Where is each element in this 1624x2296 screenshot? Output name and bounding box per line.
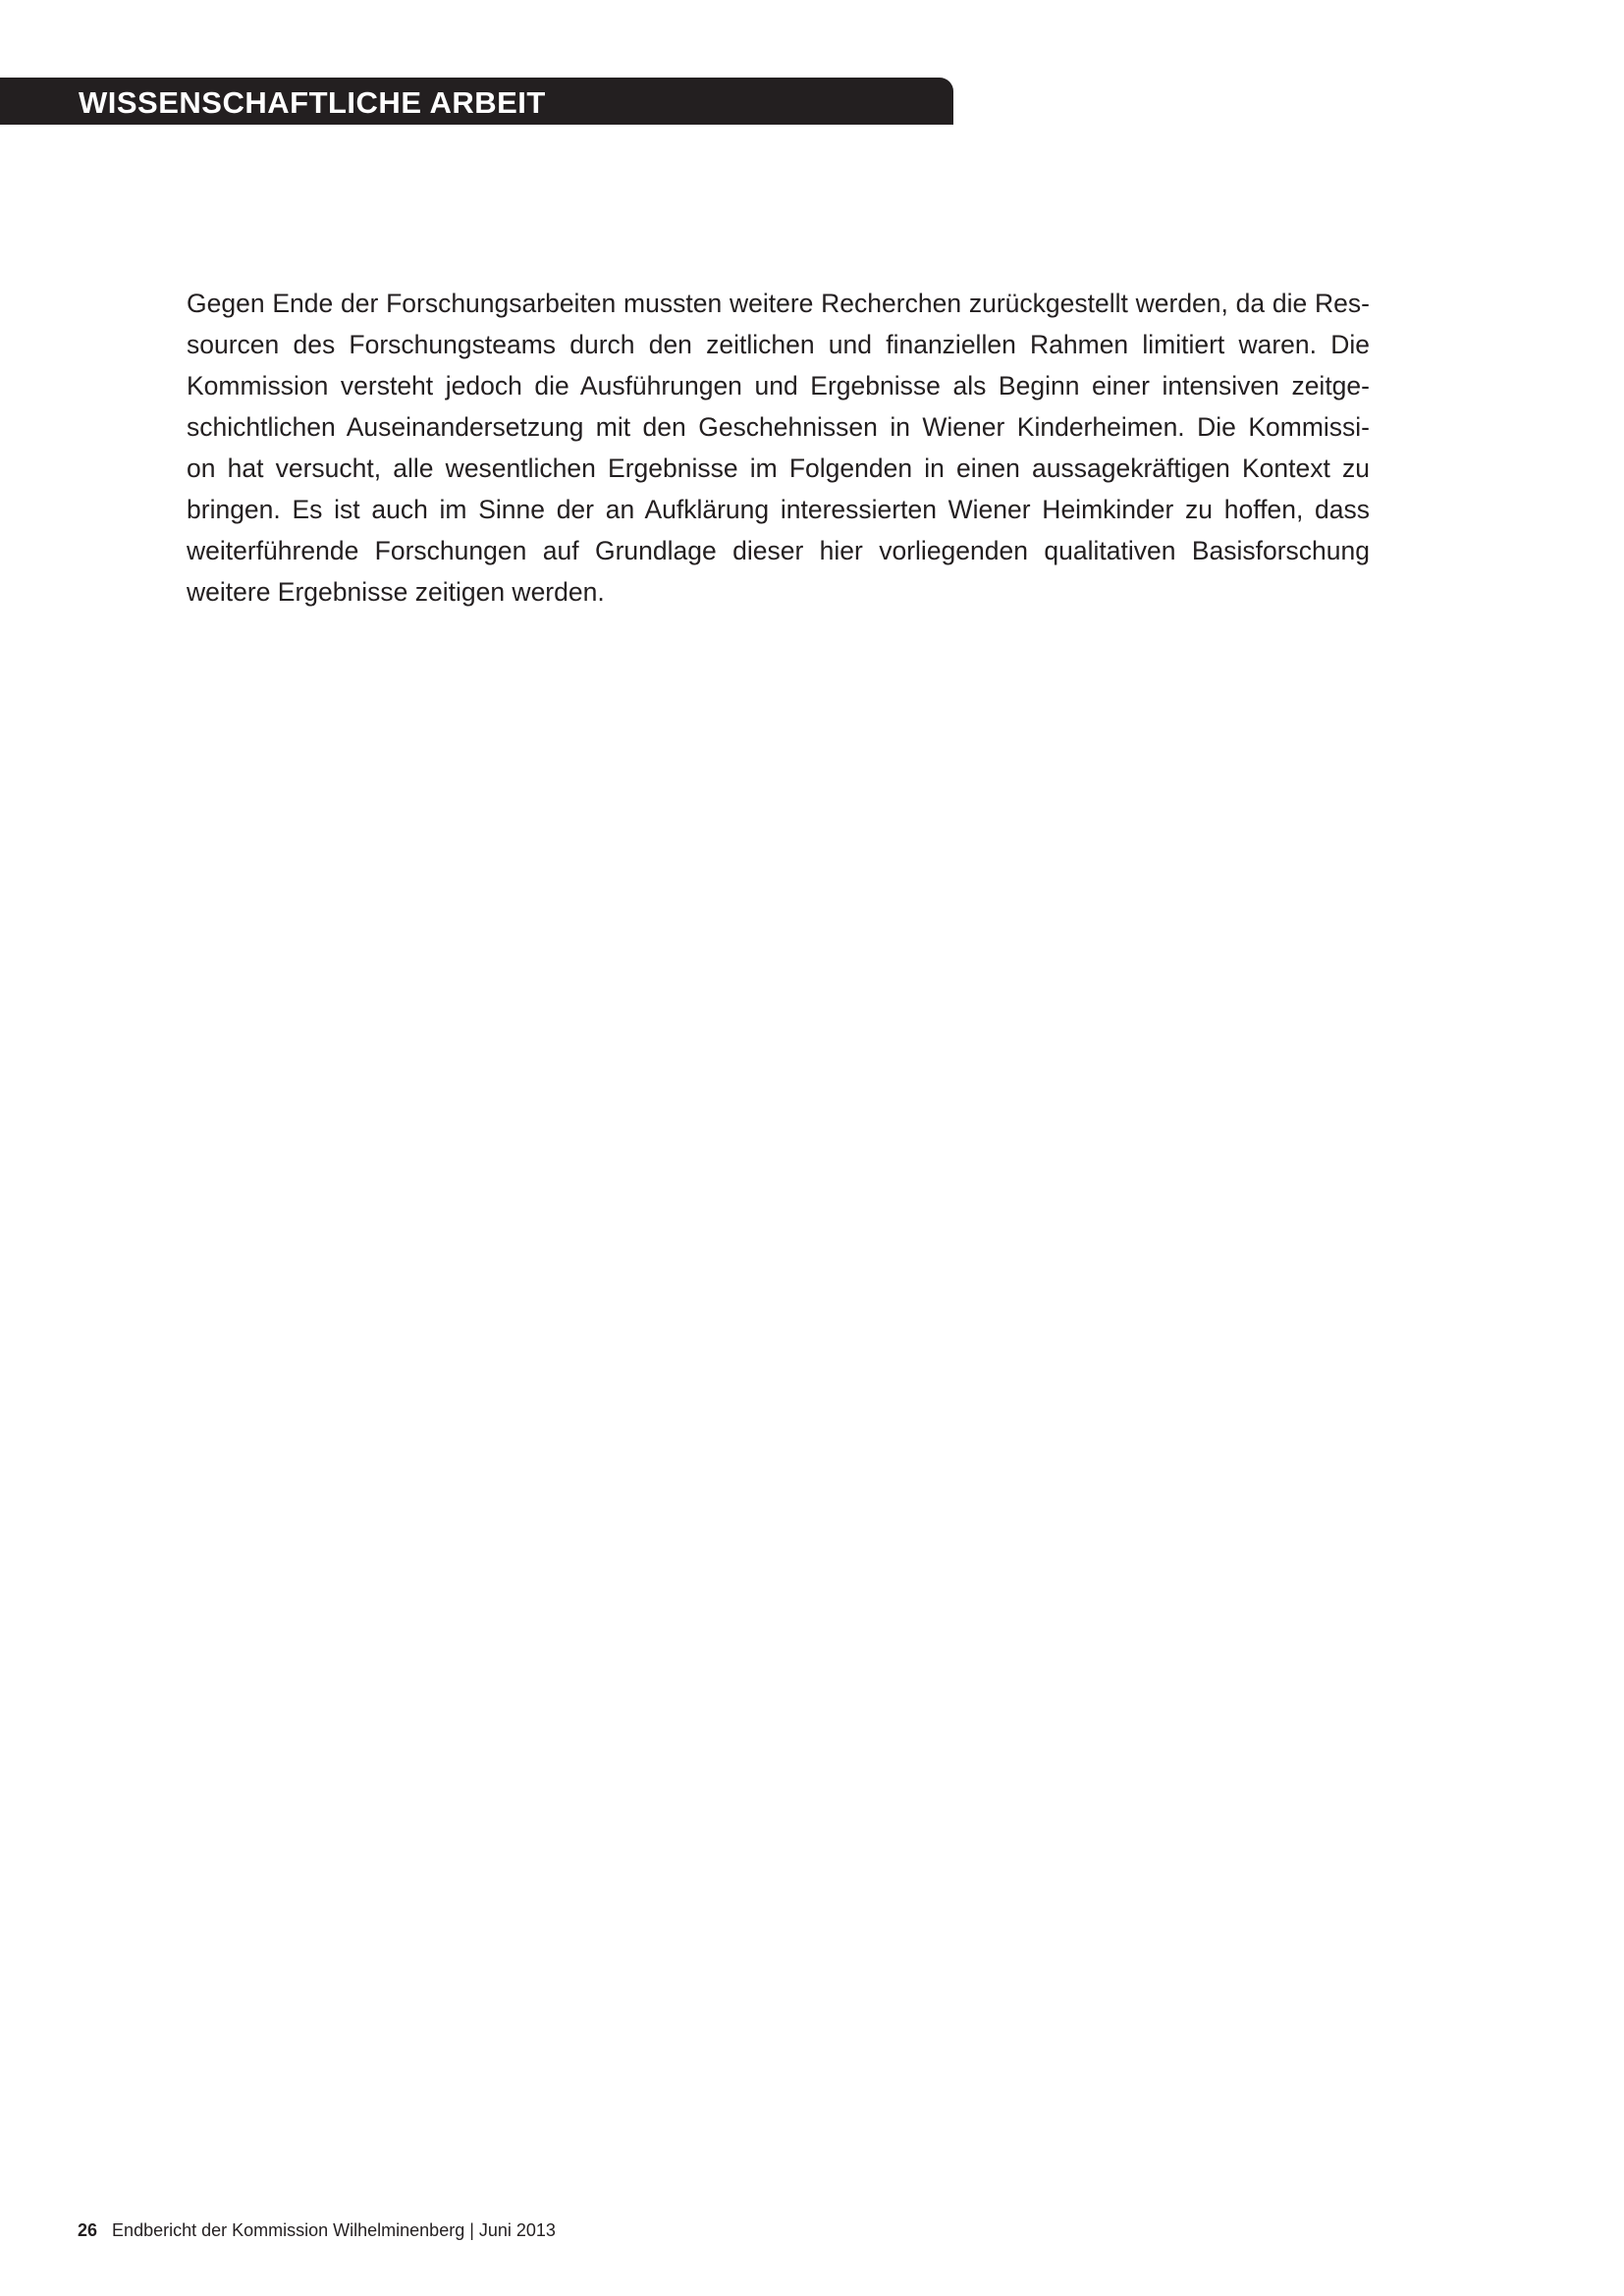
footer-text: Endbericht der Kommission Wilhelminenberg | Juni 2013: [112, 2220, 556, 2240]
paragraph-line: on hat versucht, alle wesentlichen Ergebnisse im Folgenden in einen aussagekräftigen Kontext zu: [187, 454, 1370, 483]
paragraph-line: schichtlichen Auseinandersetzung mit den Geschehnissen in Wiener Kinderheimen. Die Kommissi-: [187, 412, 1370, 442]
paragraph-line: weitere Ergebnisse zeitigen werden.: [187, 577, 605, 607]
paragraph-line: sourcen des Forschungsteams durch den zeitlichen und finanziellen Rahmen limitiert waren. Die: [187, 330, 1370, 359]
section-title: WISSENSCHAFTLICHE ARBEIT: [79, 84, 546, 120]
section-header-bar: [0, 78, 953, 125]
body-paragraph: [187, 283, 1370, 613]
page-footer: [78, 2220, 556, 2241]
paragraph-line: Kommission versteht jedoch die Ausführungen und Ergebnisse als Beginn einer intensiven zeitge-: [187, 371, 1370, 400]
paragraph-line: weiterführende Forschungen auf Grundlage dieser hier vorliegenden qualitativen Basisforschung: [187, 536, 1370, 565]
page-number: 26: [78, 2220, 98, 2240]
paragraph-line: bringen. Es ist auch im Sinne der an Aufklärung interessierten Wiener Heimkinder zu hoffen, dass: [187, 495, 1370, 524]
paragraph-line: Gegen Ende der Forschungsarbeiten mussten weitere Recherchen zurückgestellt werden, da die Res-: [187, 289, 1370, 318]
